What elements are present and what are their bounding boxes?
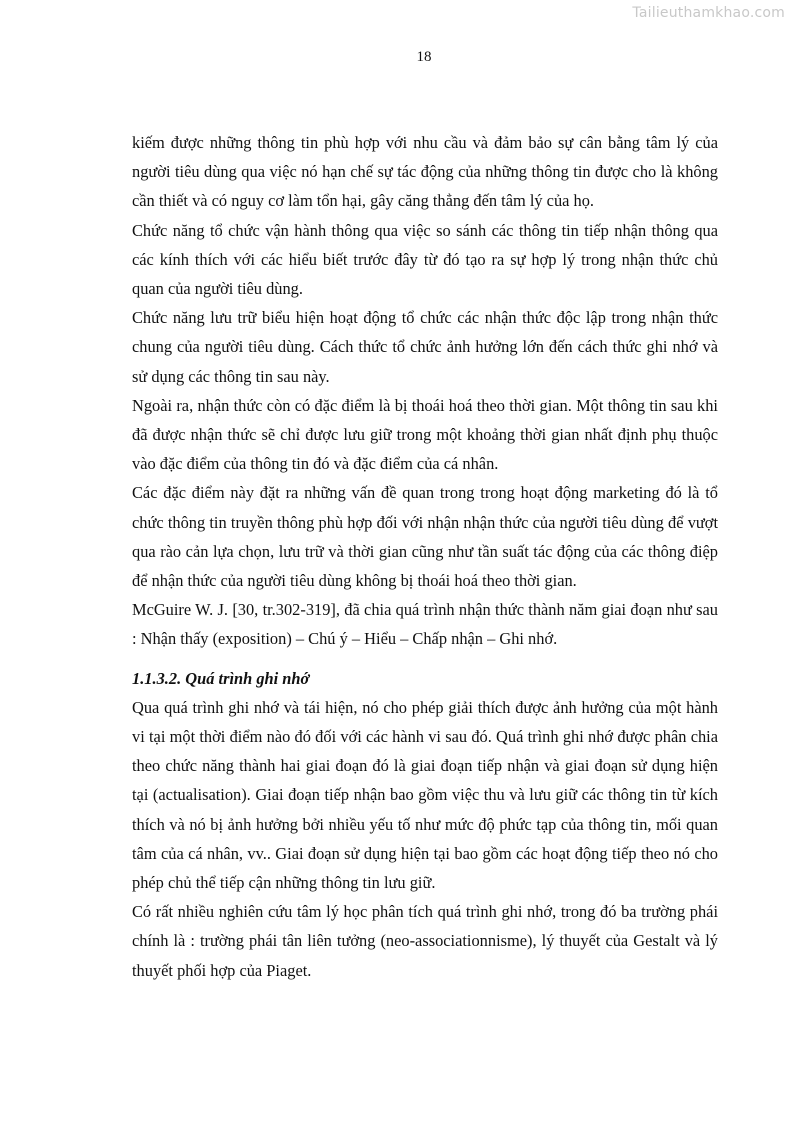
paragraph: Ngoài ra, nhận thức còn có đặc điểm là bị thoái hoá theo thời gian. Một thông tin sau khi đã được nhận thức sẽ chỉ được lưu giữ trong một khoảng thời gian nhất định phụ thuộc vào đặc điểm của thông tin đó và đặc điểm của cá nhân. xyxy=(132,395,718,474)
paragraph: kiếm được những thông tin phù hợp với nhu cầu và đảm bảo sự cân bằng tâm lý của người tiêu dùng qua việc nó hạn chế sự tác động của những thông tin được cho là không cần thiết và có nguy cơ làm tổn hại, gây căng thẳng đến tâm lý của họ. xyxy=(132,133,718,211)
paragraph: Chức năng tổ chức vận hành thông qua việc so sánh các thông tin tiếp nhận thông qua các kính thích với các hiểu biết trước đây từ đó tạo ra sự hợp lý trong nhận thức chủ quan của người tiêu dùng. xyxy=(132,220,718,299)
body-text xyxy=(132,128,718,985)
section-heading: 1.1.3.2. Quá trình ghi nhớ xyxy=(132,668,310,688)
paragraph: Chức năng lưu trữ biểu hiện hoạt động tổ chức các nhận thức độc lập trong nhận thức chung của người tiêu dùng. Cách thức tổ chức ảnh hưởng lớn đến cách thức ghi nhớ và sử dụng các thông tin sau này. xyxy=(132,308,718,386)
paragraph: McGuire W. J. [30, tr.302-319], đã chia quá trình nhận thức thành năm giai đoạn như sau : Nhận thấy (exposition) – Chú ý – Hiểu – Chấp nhận – Ghi nhớ. xyxy=(132,600,718,649)
paragraph: Các đặc điểm này đặt ra những vấn đề quan trong trong hoạt động marketing đó là tổ chức thông tin truyền thông phù hợp đối với nhận nhận thức của người tiêu dùng để vượt qua rào cản lựa chọn, lưu trữ và thời gian cũng như tần suất tác động của các thông điệp để nhận thức của người tiêu dùng không bị thoái hoá theo thời gian. xyxy=(132,483,718,591)
watermark: Tailieuthamkhao.com xyxy=(632,5,785,21)
paragraph: Qua quá trình ghi nhớ và tái hiện, nó cho phép giải thích được ảnh hưởng của một hành vi tại một thời điểm nào đó đối với các hành vi sau đó. Quá trình ghi nhớ được phân chia theo chức năng thành hai giai đoạn đó là giai đoạn tiếp nhận và giai đoạn sử dụng hiện tại (actualisation). Giai đoạn tiếp nhận bao gồm việc thu và lưu giữ các thông tin từ kích thích và nó bị ảnh hưởng bởi nhiều yếu tố như mức độ phức tạp của thông tin, mối quan tâm của cá nhân, vv.. Giai đoạn sử dụng hiện tại bao gồm các hoạt động tiếp theo nó cho phép chủ thể tiếp cận những thông tin lưu giữ. xyxy=(132,697,718,893)
page-number: 18 xyxy=(416,49,432,65)
paragraph: Có rất nhiều nghiên cứu tâm lý học phân tích quá trình ghi nhớ, trong đó ba trường phái chính là : trường phái tân liên tưởng (neo-associationnisme), lý thuyết của Gestalt và lý thuyết phối hợp của Piaget. xyxy=(132,902,718,980)
